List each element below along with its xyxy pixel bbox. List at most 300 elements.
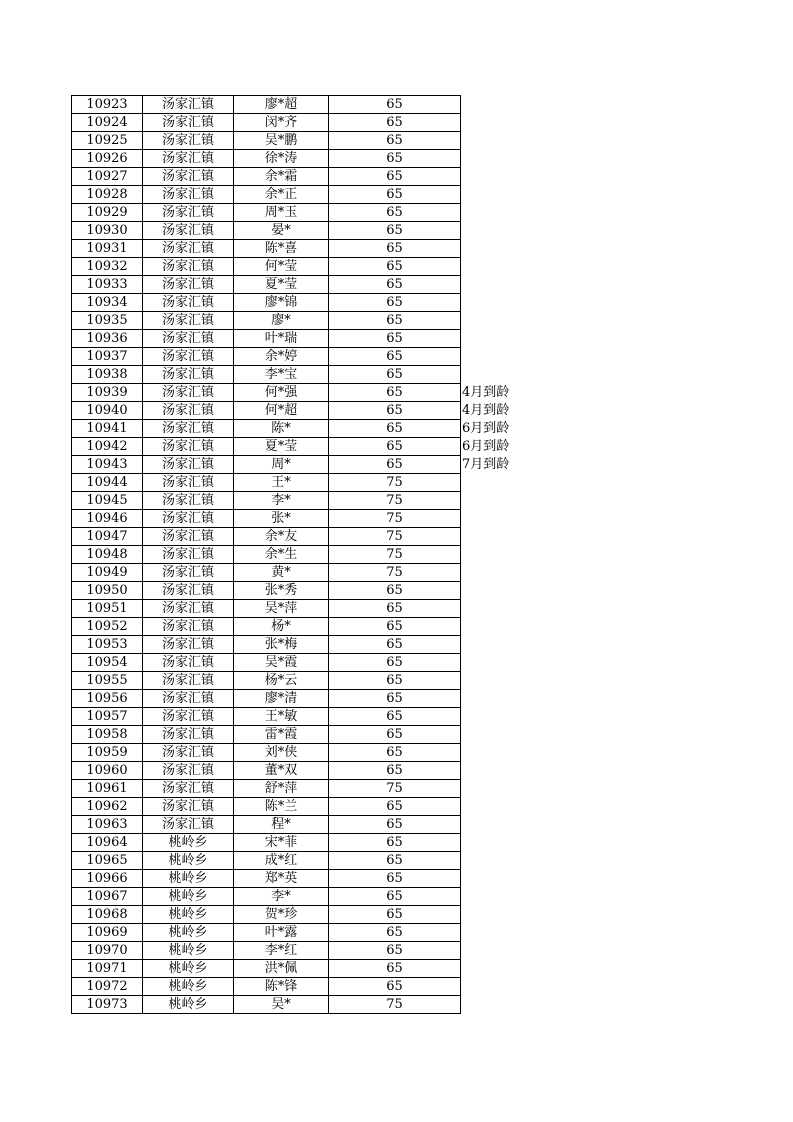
cell-amount: 65	[329, 600, 461, 618]
cell-town: 桃岭乡	[143, 834, 234, 852]
cell-id: 10943	[72, 456, 143, 474]
cell-town: 汤家汇镇	[143, 726, 234, 744]
cell-town: 汤家汇镇	[143, 600, 234, 618]
table-row	[72, 762, 543, 780]
cell-name: 吴*萍	[234, 600, 329, 618]
cell-amount: 65	[329, 186, 461, 204]
cell-id: 10955	[72, 672, 143, 690]
cell-note: 6月到龄	[462, 439, 510, 454]
table-row	[72, 204, 543, 222]
cell-note: 4月到龄	[462, 403, 510, 418]
cell-note	[461, 924, 543, 942]
cell-note	[461, 240, 543, 258]
cell-id: 10956	[72, 690, 143, 708]
cell-note	[461, 708, 543, 726]
table-row	[72, 942, 543, 960]
cell-id: 10949	[72, 564, 143, 582]
cell-town: 汤家汇镇	[143, 276, 234, 294]
cell-name: 何*强	[234, 384, 329, 402]
cell-note	[461, 978, 543, 996]
cell-id: 10967	[72, 888, 143, 906]
cell-name: 洪*佩	[234, 960, 329, 978]
cell-town: 汤家汇镇	[143, 312, 234, 330]
cell-id: 10954	[72, 654, 143, 672]
cell-name: 黄*	[234, 564, 329, 582]
table-row	[72, 708, 543, 726]
cell-amount: 65	[329, 312, 461, 330]
cell-note	[461, 834, 543, 852]
cell-name: 余*友	[234, 528, 329, 546]
cell-id: 10953	[72, 636, 143, 654]
cell-amount: 65	[329, 204, 461, 222]
table-row	[72, 798, 543, 816]
spreadsheet-page	[71, 95, 543, 1014]
cell-name: 陈*兰	[234, 798, 329, 816]
cell-name: 余*婷	[234, 348, 329, 366]
cell-name: 杨*	[234, 618, 329, 636]
cell-name: 陈*喜	[234, 240, 329, 258]
cell-id: 10926	[72, 150, 143, 168]
table-row	[72, 240, 543, 258]
table-row	[72, 492, 543, 510]
cell-name: 李*	[234, 888, 329, 906]
cell-id: 10927	[72, 168, 143, 186]
cell-town: 汤家汇镇	[143, 258, 234, 276]
cell-id: 10928	[72, 186, 143, 204]
cell-id: 10971	[72, 960, 143, 978]
cell-id: 10936	[72, 330, 143, 348]
cell-amount: 65	[329, 798, 461, 816]
table-row	[72, 870, 543, 888]
cell-amount: 65	[329, 618, 461, 636]
cell-note	[461, 816, 543, 834]
cell-id: 10966	[72, 870, 143, 888]
cell-amount: 65	[329, 690, 461, 708]
table-row	[72, 690, 543, 708]
cell-town: 汤家汇镇	[143, 582, 234, 600]
cell-name: 吴*鹏	[234, 132, 329, 150]
cell-id: 10960	[72, 762, 143, 780]
cell-note	[461, 258, 543, 276]
cell-note	[461, 726, 543, 744]
cell-id: 10938	[72, 366, 143, 384]
table-row	[72, 474, 543, 492]
table-row	[72, 294, 543, 312]
cell-amount: 65	[329, 222, 461, 240]
table-row	[72, 438, 543, 456]
cell-amount: 65	[329, 330, 461, 348]
table-row	[72, 636, 543, 654]
cell-id: 10935	[72, 312, 143, 330]
cell-amount: 65	[329, 402, 461, 420]
cell-name: 雷*霞	[234, 726, 329, 744]
cell-amount: 65	[329, 960, 461, 978]
cell-amount: 65	[329, 834, 461, 852]
cell-note	[461, 888, 543, 906]
cell-name: 王*	[234, 474, 329, 492]
cell-name: 张*	[234, 510, 329, 528]
cell-town: 桃岭乡	[143, 978, 234, 996]
cell-amount: 65	[329, 456, 461, 474]
cell-amount: 65	[329, 294, 461, 312]
cell-town: 汤家汇镇	[143, 114, 234, 132]
cell-id: 10950	[72, 582, 143, 600]
cell-town: 桃岭乡	[143, 996, 234, 1014]
cell-amount: 65	[329, 384, 461, 402]
cell-note	[461, 600, 543, 618]
cell-id: 10962	[72, 798, 143, 816]
cell-name: 夏*莹	[234, 276, 329, 294]
cell-name: 何*超	[234, 402, 329, 420]
cell-name: 吴*霞	[234, 654, 329, 672]
table-row	[72, 654, 543, 672]
cell-town: 汤家汇镇	[143, 384, 234, 402]
cell-town: 汤家汇镇	[143, 96, 234, 114]
cell-town: 汤家汇镇	[143, 150, 234, 168]
cell-town: 汤家汇镇	[143, 672, 234, 690]
cell-note	[461, 150, 543, 168]
cell-amount: 75	[329, 510, 461, 528]
cell-amount: 75	[329, 492, 461, 510]
cell-name: 闵*齐	[234, 114, 329, 132]
cell-name: 陈*	[234, 420, 329, 438]
cell-note	[461, 204, 543, 222]
table-row	[72, 132, 543, 150]
cell-town: 汤家汇镇	[143, 420, 234, 438]
cell-name: 廖*	[234, 312, 329, 330]
cell-town: 汤家汇镇	[143, 240, 234, 258]
cell-amount: 65	[329, 168, 461, 186]
cell-name: 程*	[234, 816, 329, 834]
cell-town: 汤家汇镇	[143, 330, 234, 348]
cell-amount: 75	[329, 996, 461, 1014]
cell-amount: 65	[329, 942, 461, 960]
cell-note	[461, 672, 543, 690]
cell-note	[461, 510, 543, 528]
cell-town: 汤家汇镇	[143, 456, 234, 474]
table-row	[72, 672, 543, 690]
cell-note	[461, 852, 543, 870]
cell-name: 周*玉	[234, 204, 329, 222]
cell-name: 舒*萍	[234, 780, 329, 798]
table-row	[72, 582, 543, 600]
cell-note	[461, 870, 543, 888]
cell-amount: 75	[329, 780, 461, 798]
cell-id: 10959	[72, 744, 143, 762]
table-row	[72, 222, 543, 240]
cell-id: 10945	[72, 492, 143, 510]
cell-amount: 65	[329, 762, 461, 780]
cell-name: 宋*菲	[234, 834, 329, 852]
cell-note	[461, 294, 543, 312]
cell-note	[461, 996, 543, 1014]
cell-amount: 65	[329, 240, 461, 258]
cell-note	[461, 528, 543, 546]
cell-name: 王*敏	[234, 708, 329, 726]
cell-town: 汤家汇镇	[143, 294, 234, 312]
cell-amount: 65	[329, 438, 461, 456]
cell-id: 10931	[72, 240, 143, 258]
cell-id: 10932	[72, 258, 143, 276]
table-row	[72, 456, 543, 474]
cell-name: 何*莹	[234, 258, 329, 276]
cell-name: 董*双	[234, 762, 329, 780]
cell-note	[461, 942, 543, 960]
cell-town: 汤家汇镇	[143, 366, 234, 384]
table-row	[72, 996, 543, 1014]
table-row	[72, 312, 543, 330]
table-row	[72, 258, 543, 276]
cell-town: 汤家汇镇	[143, 636, 234, 654]
cell-id: 10937	[72, 348, 143, 366]
table-row	[72, 834, 543, 852]
cell-amount: 65	[329, 870, 461, 888]
cell-name: 李*宝	[234, 366, 329, 384]
cell-name: 叶*瑞	[234, 330, 329, 348]
cell-name: 李*红	[234, 942, 329, 960]
table-row	[72, 618, 543, 636]
table-row	[72, 852, 543, 870]
cell-id: 10923	[72, 96, 143, 114]
cell-note	[461, 312, 543, 330]
table-row	[72, 744, 543, 762]
cell-id: 10958	[72, 726, 143, 744]
cell-town: 汤家汇镇	[143, 474, 234, 492]
table-row	[72, 978, 543, 996]
cell-town: 汤家汇镇	[143, 186, 234, 204]
cell-town: 汤家汇镇	[143, 402, 234, 420]
table-row	[72, 348, 543, 366]
cell-town: 桃岭乡	[143, 960, 234, 978]
cell-note	[461, 744, 543, 762]
cell-note	[461, 780, 543, 798]
cell-id: 10972	[72, 978, 143, 996]
table-row	[72, 420, 543, 438]
cell-name: 余*生	[234, 546, 329, 564]
cell-name: 张*秀	[234, 582, 329, 600]
cell-id: 10934	[72, 294, 143, 312]
data-table	[71, 95, 543, 1014]
cell-town: 汤家汇镇	[143, 708, 234, 726]
cell-name: 贺*珍	[234, 906, 329, 924]
cell-town: 汤家汇镇	[143, 222, 234, 240]
cell-amount: 65	[329, 420, 461, 438]
cell-note: 4月到龄	[462, 385, 510, 400]
cell-id: 10930	[72, 222, 143, 240]
cell-note	[461, 762, 543, 780]
table-row	[72, 780, 543, 798]
cell-note: 6月到龄	[462, 421, 510, 436]
cell-note	[461, 636, 543, 654]
cell-note	[461, 690, 543, 708]
table-row	[72, 906, 543, 924]
cell-id: 10968	[72, 906, 143, 924]
table-body	[72, 96, 543, 1014]
cell-name: 郑*英	[234, 870, 329, 888]
cell-town: 汤家汇镇	[143, 348, 234, 366]
cell-id: 10952	[72, 618, 143, 636]
table-row	[72, 114, 543, 132]
cell-name: 李*	[234, 492, 329, 510]
table-row	[72, 276, 543, 294]
cell-id: 10941	[72, 420, 143, 438]
cell-amount: 65	[329, 672, 461, 690]
cell-town: 汤家汇镇	[143, 798, 234, 816]
cell-amount: 65	[329, 708, 461, 726]
cell-id: 10940	[72, 402, 143, 420]
cell-id: 10939	[72, 384, 143, 402]
cell-town: 汤家汇镇	[143, 132, 234, 150]
cell-town: 桃岭乡	[143, 888, 234, 906]
cell-town: 汤家汇镇	[143, 168, 234, 186]
cell-id: 10969	[72, 924, 143, 942]
cell-id: 10970	[72, 942, 143, 960]
cell-note	[461, 96, 543, 114]
table-row	[72, 816, 543, 834]
cell-amount: 65	[329, 150, 461, 168]
cell-amount: 65	[329, 852, 461, 870]
cell-name: 廖*清	[234, 690, 329, 708]
cell-note	[461, 960, 543, 978]
table-row	[72, 168, 543, 186]
cell-name: 杨*云	[234, 672, 329, 690]
cell-amount: 75	[329, 546, 461, 564]
cell-amount: 65	[329, 744, 461, 762]
cell-id: 10946	[72, 510, 143, 528]
cell-amount: 65	[329, 888, 461, 906]
cell-id: 10944	[72, 474, 143, 492]
table-row	[72, 186, 543, 204]
table-row	[72, 924, 543, 942]
cell-name: 晏*	[234, 222, 329, 240]
cell-town: 汤家汇镇	[143, 438, 234, 456]
table-row	[72, 366, 543, 384]
cell-town: 汤家汇镇	[143, 564, 234, 582]
cell-name: 叶*露	[234, 924, 329, 942]
table-row	[72, 402, 543, 420]
cell-id: 10925	[72, 132, 143, 150]
cell-note	[461, 222, 543, 240]
cell-amount: 65	[329, 276, 461, 294]
cell-amount: 65	[329, 978, 461, 996]
cell-town: 桃岭乡	[143, 906, 234, 924]
cell-note	[461, 330, 543, 348]
cell-name: 徐*涛	[234, 150, 329, 168]
cell-town: 汤家汇镇	[143, 528, 234, 546]
cell-note	[461, 348, 543, 366]
cell-amount: 65	[329, 906, 461, 924]
table-row	[72, 888, 543, 906]
cell-note	[461, 654, 543, 672]
cell-id: 10924	[72, 114, 143, 132]
table-row	[72, 528, 543, 546]
cell-town: 汤家汇镇	[143, 618, 234, 636]
cell-id: 10963	[72, 816, 143, 834]
cell-town: 汤家汇镇	[143, 492, 234, 510]
cell-note	[461, 132, 543, 150]
cell-town: 桃岭乡	[143, 924, 234, 942]
cell-id: 10965	[72, 852, 143, 870]
cell-name: 廖*超	[234, 96, 329, 114]
cell-town: 汤家汇镇	[143, 780, 234, 798]
cell-amount: 65	[329, 582, 461, 600]
cell-name: 成*红	[234, 852, 329, 870]
cell-amount: 65	[329, 924, 461, 942]
cell-amount: 75	[329, 564, 461, 582]
cell-name: 夏*莹	[234, 438, 329, 456]
table-row	[72, 546, 543, 564]
cell-id: 10961	[72, 780, 143, 798]
table-row	[72, 564, 543, 582]
table-row	[72, 510, 543, 528]
cell-town: 汤家汇镇	[143, 510, 234, 528]
table-row	[72, 726, 543, 744]
cell-amount: 65	[329, 816, 461, 834]
table-row	[72, 96, 543, 114]
cell-name: 周*	[234, 456, 329, 474]
cell-amount: 65	[329, 96, 461, 114]
table-row	[72, 150, 543, 168]
cell-town: 汤家汇镇	[143, 744, 234, 762]
cell-id: 10973	[72, 996, 143, 1014]
cell-amount: 75	[329, 528, 461, 546]
cell-name: 廖*锦	[234, 294, 329, 312]
cell-town: 汤家汇镇	[143, 690, 234, 708]
cell-id: 10942	[72, 438, 143, 456]
cell-name: 陈*锋	[234, 978, 329, 996]
cell-note	[461, 276, 543, 294]
cell-note	[461, 186, 543, 204]
cell-note	[461, 474, 543, 492]
cell-note	[461, 366, 543, 384]
cell-note: 7月到龄	[462, 457, 510, 472]
cell-name: 余*霜	[234, 168, 329, 186]
cell-name: 余*正	[234, 186, 329, 204]
cell-note	[461, 618, 543, 636]
cell-id: 10929	[72, 204, 143, 222]
cell-id: 10957	[72, 708, 143, 726]
cell-town: 汤家汇镇	[143, 204, 234, 222]
cell-town: 汤家汇镇	[143, 654, 234, 672]
cell-amount: 65	[329, 654, 461, 672]
cell-amount: 65	[329, 258, 461, 276]
cell-town: 桃岭乡	[143, 852, 234, 870]
cell-amount: 65	[329, 132, 461, 150]
cell-id: 10948	[72, 546, 143, 564]
cell-id: 10964	[72, 834, 143, 852]
cell-note	[461, 114, 543, 132]
cell-name: 张*梅	[234, 636, 329, 654]
cell-note	[461, 906, 543, 924]
cell-id: 10933	[72, 276, 143, 294]
cell-amount: 65	[329, 348, 461, 366]
cell-town: 汤家汇镇	[143, 546, 234, 564]
cell-town: 桃岭乡	[143, 942, 234, 960]
table-row	[72, 960, 543, 978]
cell-amount: 65	[329, 636, 461, 654]
cell-amount: 65	[329, 726, 461, 744]
table-row	[72, 330, 543, 348]
cell-note	[461, 168, 543, 186]
cell-town: 桃岭乡	[143, 870, 234, 888]
cell-name: 刘*侠	[234, 744, 329, 762]
table-row	[72, 600, 543, 618]
cell-town: 汤家汇镇	[143, 816, 234, 834]
cell-name: 吴*	[234, 996, 329, 1014]
cell-amount: 75	[329, 474, 461, 492]
cell-amount: 65	[329, 366, 461, 384]
cell-id: 10951	[72, 600, 143, 618]
